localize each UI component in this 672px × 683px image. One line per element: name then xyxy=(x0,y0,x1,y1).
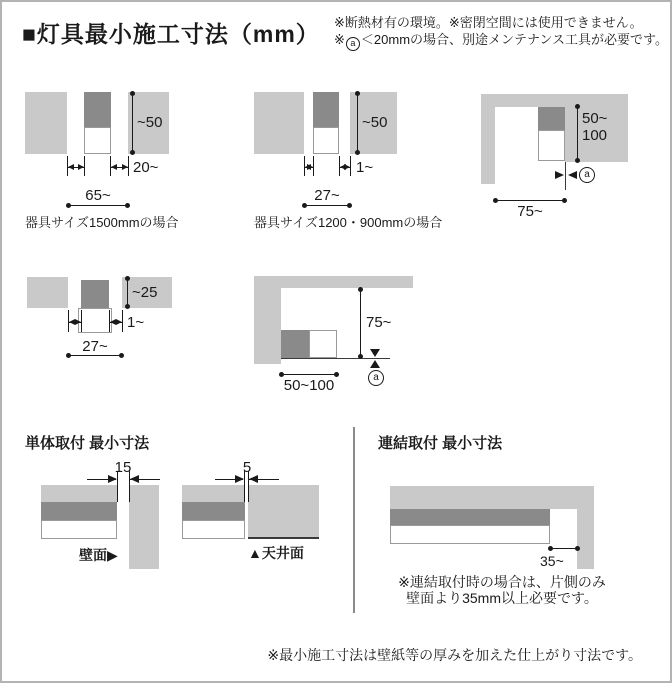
header-note-1: ※断熱材有の環境。※密閉空間には使用できません。 xyxy=(334,15,643,30)
d1-ext-line xyxy=(84,156,85,176)
d2-dim-height-line xyxy=(357,93,358,153)
d2-dim-gap-right xyxy=(340,167,350,168)
linked-dim-line xyxy=(550,548,578,549)
d1-dim-gap-right xyxy=(111,167,128,168)
linked-note xyxy=(367,574,637,606)
circled-a-icon: a xyxy=(346,37,360,51)
single-section-title: 単体取付 最小寸法 xyxy=(25,435,150,452)
d3-edge-line xyxy=(565,162,566,190)
d1-caption: 器具サイズ1500mmの場合 xyxy=(25,215,179,230)
d5-dim-width-line xyxy=(281,374,337,375)
d1-dim-width-line xyxy=(68,205,128,206)
d1-ceiling-left xyxy=(25,92,67,154)
d2-dim-height-label: ~50 xyxy=(362,114,388,131)
d5-lamp-housing xyxy=(309,330,337,358)
single-wall-housing xyxy=(41,520,117,539)
linked-gap-label: 35~ xyxy=(540,553,564,569)
page-footnote: ※最小施工寸法は壁紙等の厚みを加えた仕上がり寸法です。 xyxy=(267,647,642,663)
d4-dim-gap-left xyxy=(69,322,81,323)
d3-lamp-body xyxy=(538,107,565,130)
d2-ceiling-left xyxy=(254,92,304,154)
d3-dim-width-line xyxy=(495,200,565,201)
d4-dim-width-line xyxy=(68,355,122,356)
d4-lamp-housing xyxy=(78,308,112,333)
d4-dim-height-label: ~25 xyxy=(132,284,158,301)
linked-ceiling xyxy=(390,486,594,509)
header-note-2: ※ a ＜20mmの場合、別途メンテナンス工具が必要です。 xyxy=(334,31,668,51)
d3-dim-width-label: 75~ xyxy=(517,203,543,220)
wall-surface-label: 壁面▶ xyxy=(79,547,118,563)
single-ceil-arrow-icon xyxy=(235,475,244,483)
d2-dim-gap-left xyxy=(305,167,313,168)
linked-wall xyxy=(577,509,594,569)
d3-circled-a-icon: a xyxy=(579,167,595,183)
section-divider xyxy=(353,427,355,613)
d5-surface-line xyxy=(281,358,390,359)
d2-dim-width-label: 27~ xyxy=(314,187,340,204)
d4-ext-line xyxy=(122,310,123,332)
d3-dim-height-label: 50~ 100 xyxy=(582,110,608,144)
d4-dim-gap-right xyxy=(110,322,122,323)
d2-ext-line xyxy=(350,156,351,176)
d2-dim-gap-label: 1~ xyxy=(356,159,374,176)
d5-circled-a-icon: a xyxy=(368,370,384,386)
single-ceil-block xyxy=(248,485,319,537)
d4-dim-height-line xyxy=(127,278,128,307)
d1-dim-gap-label: 20~ xyxy=(133,159,159,176)
d1-lamp-housing xyxy=(84,127,111,154)
d2-lamp-housing xyxy=(313,127,339,154)
d5-lamp-body xyxy=(281,330,309,358)
d3-dim-height-line xyxy=(577,106,578,161)
single-ceil-surface-line xyxy=(248,537,319,539)
linked-housing xyxy=(390,525,550,544)
d5-dim-height-line xyxy=(360,289,361,357)
d1-dim-width-label: 65~ xyxy=(85,187,111,204)
d5-dim-height-label: 75~ xyxy=(366,314,392,331)
linked-section-title: 連結取付 最小寸法 xyxy=(378,435,503,452)
single-ceil-arrow-icon xyxy=(249,475,258,483)
single-ceil-lamp xyxy=(182,502,245,520)
d2-caption: 器具サイズ1200・900mmの場合 xyxy=(254,215,443,230)
header-notes xyxy=(334,14,668,51)
d1-dim-gap-left xyxy=(68,167,84,168)
single-wall-arrow-icon xyxy=(108,475,117,483)
d2-lamp-body xyxy=(313,92,339,127)
d1-dim-height-label: ~50 xyxy=(137,114,163,131)
linked-note-line-2: 壁面より35mm以上必要です。 xyxy=(406,590,598,606)
d4-dim-width-label: 27~ xyxy=(82,338,108,355)
linked-note-line-1: ※連結取付時の場合は、片側のみ xyxy=(398,574,606,590)
d5-gap-arrow-down-icon xyxy=(370,349,380,357)
d5-gap-arrow-up-icon xyxy=(370,360,380,368)
single-ceil-housing xyxy=(182,520,245,539)
d4-lamp-body xyxy=(81,280,109,308)
single-wall xyxy=(129,485,159,569)
single-wall-lamp xyxy=(41,502,117,520)
d3-lamp-housing xyxy=(538,130,565,161)
d4-ceiling-left xyxy=(27,277,68,308)
d3-gap-arrow-left-icon xyxy=(568,171,577,179)
d1-ext-line xyxy=(128,156,129,176)
single-ceil-gap-label: 5 xyxy=(242,459,252,476)
d4-ext-line xyxy=(81,310,82,332)
single-wall-arrow-icon xyxy=(130,475,139,483)
page-title: ■灯具最小施工寸法（mm） xyxy=(22,21,320,47)
d1-lamp-body xyxy=(84,92,111,127)
linked-lamp xyxy=(390,509,550,525)
d2-dim-width-line xyxy=(304,205,350,206)
d3-gap-arrow-right-icon xyxy=(555,171,564,179)
d5-dim-width-label: 50~100 xyxy=(283,377,335,394)
d3-wall-strip xyxy=(481,162,495,184)
single-ceil-ceiling xyxy=(182,485,245,502)
single-wall-gap-label: 15 xyxy=(114,459,132,476)
single-wall-ceiling xyxy=(41,485,117,502)
d5-wall-strip xyxy=(254,276,281,364)
d4-dim-gap-label: 1~ xyxy=(127,314,145,331)
d2-ext-line xyxy=(313,156,314,176)
d1-dim-height-line xyxy=(132,93,133,153)
ceiling-surface-label: ▲天井面 xyxy=(248,545,304,561)
